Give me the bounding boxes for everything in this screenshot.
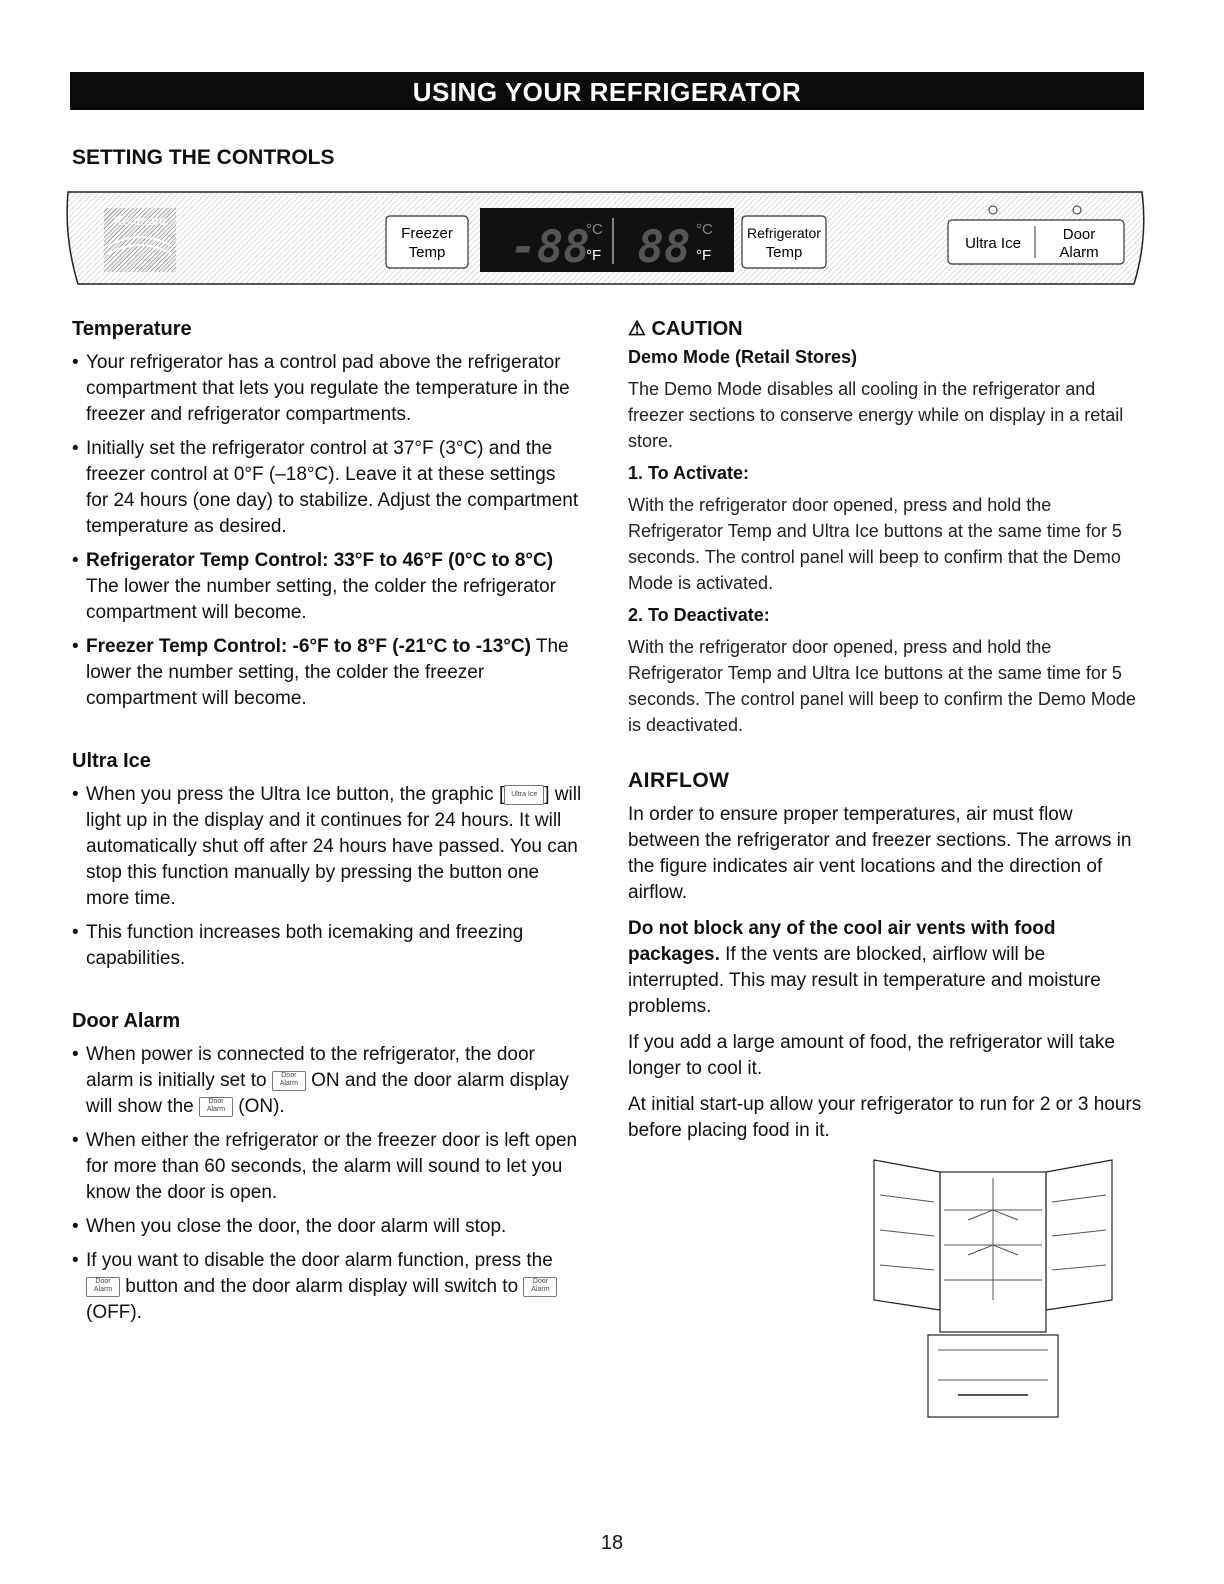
door-alarm-icon: Door Alarm: [199, 1097, 233, 1117]
freezer-btn-line2: Temp: [408, 244, 446, 261]
airflow-paragraph: In order to ensure proper temperatures, air must flow between the refrigerator and freezer sections. The arrows in the figure indicates air vent locations and the direction of airflow.: [628, 804, 1132, 903]
refrigerator-display-value: 88: [637, 222, 691, 273]
kenmore-logo: [104, 208, 176, 272]
list-item: • When you press the Ultra Ice button, the graphic [ Ultra Ice ] will light up in the display and it continues for 24 hours. It will automatically shut off after 24 hours have passed. You can stop this function manually by pressing the button one more time.: [72, 782, 582, 912]
list-item: • If you want to disable the door alarm function, press the Door Alarm button and the door alarm display will switch to Door Alarm (OFF).: [72, 1248, 582, 1326]
door-alarm-icon: Door Alarm: [86, 1277, 120, 1297]
list-item: • This function increases both icemaking and freezing capabilities.: [72, 920, 582, 972]
freezer-unit-c: °C: [586, 221, 603, 238]
list-item: • Refrigerator Temp Control: 33°F to 46°F (0°C to 8°C) The lower the number setting, the colder the refrigerator compartment will become.: [72, 548, 582, 626]
refrigerator-btn-line1: Refrigerator: [747, 225, 821, 241]
airflow-paragraph: At initial start-up allow your refrigerator to run for 2 or 3 hours before placing food in it.: [628, 1094, 1142, 1141]
ultra-ice-icon: Ultra Ice: [504, 785, 544, 805]
refrigerator-unit-c: °C: [696, 221, 713, 238]
door-alarm-icon: Door Alarm: [272, 1071, 306, 1091]
door-alarm-line1: Door: [1062, 226, 1096, 243]
refrigerator-illustration: [868, 1150, 1118, 1420]
list-item: • Your refrigerator has a control pad above the refrigerator compartment that lets you regulate the temperature in the freezer and refrigerator compartments.: [72, 350, 582, 428]
door-alarm-line2: Alarm: [1059, 244, 1099, 261]
door-alarm-heading: Door Alarm: [72, 1010, 181, 1032]
refrigerator-unit-f: °F: [696, 247, 712, 264]
refrigerator-btn-line2: Temp: [765, 244, 803, 261]
warning-icon: ⚠: [628, 318, 646, 340]
refrigerator-temp-button[interactable]: [742, 216, 826, 268]
page-banner: USING YOUR REFRIGERATOR: [70, 72, 1144, 110]
activate-text: With the refrigerator door opened, press and hold the Refrigerator Temp and Ultra Ice buttons at the same time for 5 seconds. The control panel will beep to confirm that the Demo Mode is activated.: [628, 495, 1122, 593]
deactivate-text: With the refrigerator door opened, press and hold the Refrigerator Temp and Ultra Ice buttons at the same time for 5 seconds. The control panel will beep to confirm the Demo Mode is deactivated.: [628, 637, 1136, 735]
airflow-heading: AIRFLOW: [628, 769, 730, 792]
demo-mode-text: The Demo Mode disables all cooling in the refrigerator and freezer sections to conserve energy while on display in a retail store.: [628, 379, 1124, 451]
airflow-warning: Do not block any of the cool air vents with food packages. If the vents are blocked, airflow will be interrupted. This may result in temperature and moisture problems.: [628, 918, 1101, 1017]
activate-heading: 1. To Activate:: [628, 463, 750, 483]
control-panel: [64, 188, 1146, 288]
left-column: [72, 316, 582, 1334]
caution-title: ⚠ CAUTION: [628, 318, 743, 340]
temperature-display: [480, 208, 734, 273]
freezer-temp-button[interactable]: [386, 216, 468, 268]
freezer-display-value: -88: [510, 222, 590, 273]
list-item: • Freezer Temp Control: -6°F to 8°F (-21°C to -13°C) The lower the number setting, the colder the freezer compartment will become.: [72, 634, 582, 712]
list-item: • Initially set the refrigerator control at 37°F (3°C) and the freezer control at 0°F (–18°C). Leave it at these settings for 24 hours (one day) to stabilize. Adjust the compartment temperature as desired.: [72, 436, 582, 540]
airflow-paragraph: If you add a large amount of food, the refrigerator will take longer to cool it.: [628, 1032, 1115, 1079]
list-item: • When you close the door, the door alarm will stop.: [72, 1214, 582, 1240]
ultra-ice-heading: Ultra Ice: [72, 750, 151, 772]
right-column: [628, 316, 1146, 1154]
freezer-unit-f: °F: [586, 247, 602, 264]
page-number: 18: [600, 1532, 624, 1554]
door-alarm-icon: Door Alarm: [523, 1277, 557, 1297]
brand-label: Kenmore: [113, 213, 167, 228]
section-title: SETTING THE CONTROLS: [72, 146, 335, 169]
temperature-heading: Temperature: [72, 318, 192, 340]
deactivate-heading: 2. To Deactivate:: [628, 605, 770, 625]
door-alarm-button[interactable]: [1059, 226, 1098, 261]
list-item: • When power is connected to the refrigerator, the door alarm is initially set to Door Alarm ON and the door alarm display will show the Door Alarm (ON).: [72, 1042, 582, 1120]
demo-mode-heading: Demo Mode (Retail Stores): [628, 347, 858, 367]
freezer-btn-line1: Freezer: [401, 225, 453, 242]
list-item: • When either the refrigerator or the freezer door is left open for more than 60 seconds, the alarm will sound to let you know the door is open.: [72, 1128, 582, 1206]
ultra-ice-label: Ultra Ice: [965, 235, 1021, 252]
